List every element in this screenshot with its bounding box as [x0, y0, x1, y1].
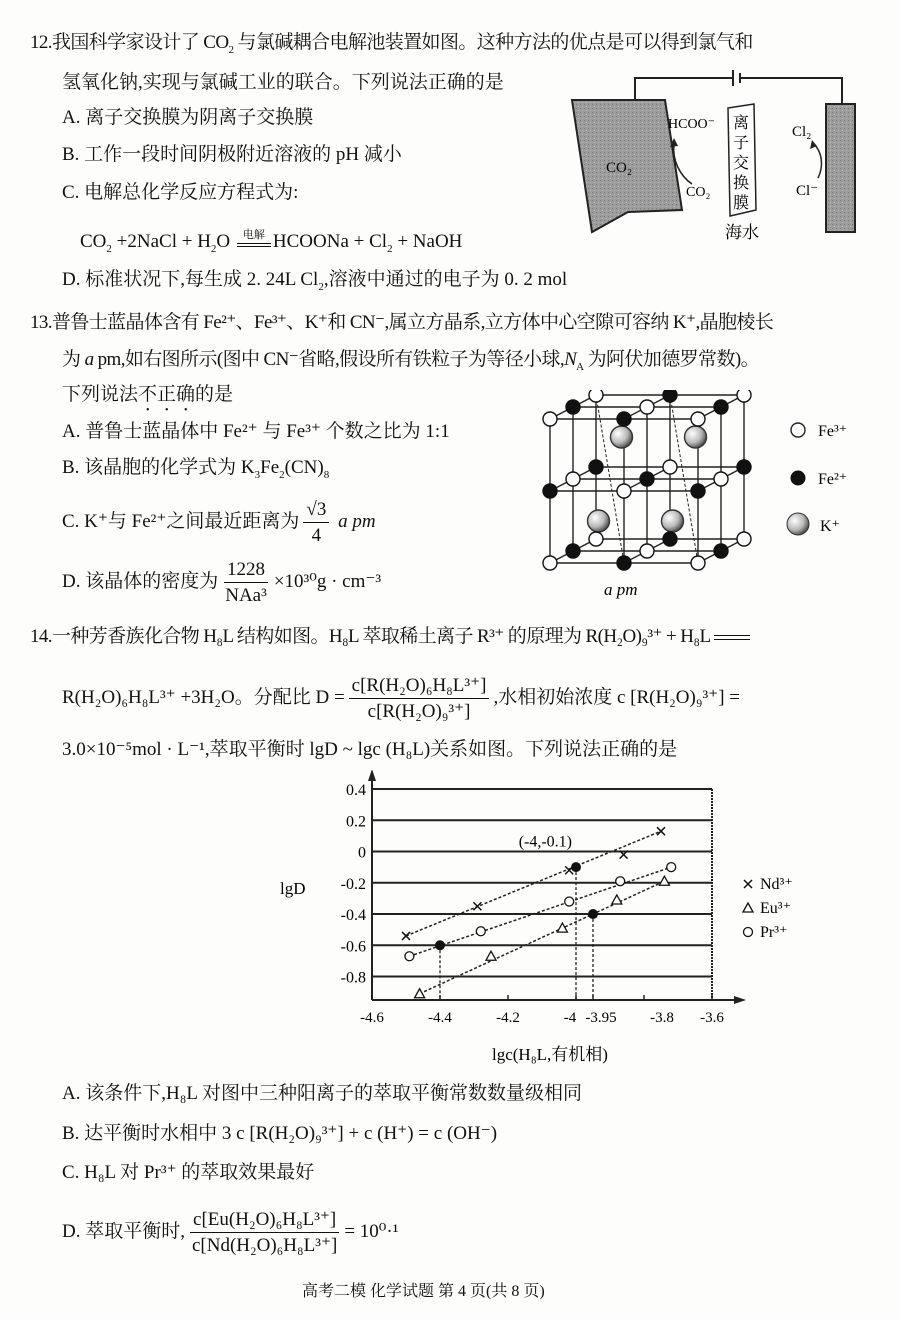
eu-nd-ratio-fraction: $\frac{\text{c[Eu(H₂O)₆H₈L³⁺]}}{\text{c[Nd(H₂O)₆H₈L³⁺]}}$ [191, 1209, 338, 1256]
fe3-ion [663, 460, 677, 474]
emphasis-not-correct: 不正确 [138, 384, 196, 405]
data-point-triangle [557, 923, 567, 932]
q12-number: 12. [30, 32, 52, 53]
wire-right [741, 78, 842, 104]
q14-number: 14. [30, 626, 52, 647]
legend-marker-circle [744, 928, 753, 937]
y-tick-label: -0.4 [340, 907, 366, 925]
prussian-blue-unit-cell [530, 390, 870, 605]
x-tick-label: -3.8 [650, 1010, 674, 1026]
legend-fe2-label: Fe²⁺ [818, 471, 848, 488]
fe3-ion [691, 412, 705, 426]
y-tick-label: 0 [358, 844, 366, 862]
x-axis-label: lgc(H₈L,有机相) [492, 1045, 608, 1064]
fe2-ion [543, 484, 557, 498]
electrolysis-sign: 电解 [237, 230, 271, 247]
equilibrium-arrow [714, 633, 750, 643]
oxidation-arrow [814, 144, 821, 178]
fe2-ion [691, 484, 705, 498]
q12-stem-line1: 12.我国科学家设计了 $CO_2$ 与氯碱耦合电解池装置如图。这种方法的优点是可以得到氯气和 [30, 32, 753, 56]
electrolysis-cell-diagram [560, 60, 880, 270]
fe2-ion [737, 460, 751, 474]
data-point-triangle [415, 989, 425, 998]
y-axis-arrow [368, 770, 376, 781]
data-point-x [402, 932, 410, 940]
seawater-label: 海水 [725, 223, 759, 242]
x-tick-label: -4.6 [360, 1010, 384, 1026]
edge-length-label: a pm [604, 580, 638, 599]
data-point-circle [616, 877, 625, 886]
fe2-ion [617, 556, 631, 570]
data-point-triangle [659, 876, 669, 885]
q14-stem-line2: R(H₂O)₆H₈L³⁺ +3H₂O。分配比 D = $\frac{\text{c[R(H₂O)₆H₈L³⁺]}}{\text{c[R(H₂O)₉³⁺]}}$ ,水相初始浓度 c [R(H₂O)₉³⁺] = [62, 675, 740, 722]
legend-marker-x [744, 880, 752, 888]
fe2-ion [617, 412, 631, 426]
legend-fe2-marker [791, 471, 805, 485]
q14-stem-line1: 14.一种芳香族化合物 H₈L 结构如图。H₈L 萃取稀土离子 R³⁺ 的原理为 R(H₂O)₉³⁺ + H₈L [30, 627, 750, 646]
co2-reactant-label: CO₂ [686, 185, 711, 200]
y-tick-label: -0.8 [340, 969, 366, 987]
x-tick-label: -4.4 [428, 1010, 452, 1026]
x-tick-label: -4.2 [496, 1010, 520, 1026]
electrode-co2-label: CO₂ [606, 160, 633, 176]
highlighted-point [588, 909, 598, 919]
q12-option-a: A. 离子交换膜为阴离子交换膜 [62, 107, 314, 128]
hcoo-label: HCOO⁻ [668, 117, 716, 132]
q14-option-d: D. 萃取平衡时, $\frac{\text{c[Eu(H₂O)₆H₈L³⁺]}}{\text{c[Nd(H₂O)₆H₈L³⁺]}}$ = 10⁰·¹ [62, 1209, 399, 1256]
q13-stem-line3: 下列说法不正确的是 [62, 384, 234, 405]
legend-label: Nd³⁺ [760, 876, 793, 893]
data-point-triangle [486, 951, 496, 960]
y-axis-label: lgD [280, 879, 306, 898]
fe3-ion [617, 484, 631, 498]
cl2-label: Cl₂ [792, 124, 812, 140]
fraction-density: $\frac{1228}{\text{NAa³}}$ [225, 559, 267, 606]
wire-left [635, 78, 732, 100]
data-point-x [657, 827, 665, 835]
highlighted-point [435, 940, 445, 950]
y-tick-label: 0.4 [346, 782, 366, 799]
svg-text:子: 子 [733, 135, 750, 152]
q14-option-a: A. 该条件下,H₈L 对图中三种阳离子的萃取平衡常数数量级相同 [62, 1083, 582, 1104]
data-point-circle [565, 897, 574, 906]
q13-option-c: C. K⁺与 Fe²⁺之间最近距离为 $\frac{√3}{4}$ a pm [62, 499, 376, 546]
legend-k-label: K⁺ [820, 518, 840, 535]
lgD-vs-lgc-chart [270, 770, 850, 1070]
fe2-ion [566, 544, 580, 558]
fe3-ion [640, 400, 654, 414]
fe3-ion [566, 472, 580, 486]
q14-option-b: B. 达平衡时水相中 3 c [R(H₂O)₉³⁺] + c (H⁺) = c (OH⁻) [62, 1123, 498, 1144]
fe2-ion [663, 532, 677, 546]
y-tick-label: -0.2 [340, 875, 366, 893]
page-footer: 高考二模 化学试题 第 4 页(共 8 页) [302, 1283, 545, 1300]
x-tick-label: -3.95 [585, 1010, 617, 1026]
svg-text:交: 交 [733, 155, 750, 172]
legend-k-marker [787, 513, 809, 535]
x-axis-arrow [734, 996, 746, 1004]
fe2-ion [714, 544, 728, 558]
x-tick-label: -3.6 [700, 1010, 724, 1026]
q12-option-c-equation: $CO_2$ +2NaCl + $H_2O$ 电解 HCOONa + $Cl_2$ + NaOH [80, 229, 463, 255]
k-ion-sphere [611, 426, 633, 448]
svg-text:膜: 膜 [733, 195, 750, 212]
point-annotation: (-4,-0.1) [518, 833, 572, 851]
q13-option-a: A. 普鲁士蓝晶体中 Fe²⁺ 与 Fe³⁺ 个数之比为 1:1 [62, 421, 450, 442]
x-tick-label: -4 [563, 1010, 577, 1026]
q13-option-b: B. 该晶胞的化学式为 $K_3Fe_2(CN)_8$ [62, 457, 330, 481]
data-point-circle [667, 863, 676, 872]
highlighted-point [571, 862, 581, 872]
fe3-ion [640, 544, 654, 558]
q14-option-c: C. H₈L 对 Pr³⁺ 的萃取效果最好 [62, 1162, 315, 1183]
legend-fe3-marker [791, 423, 805, 437]
legend-label: Pr³⁺ [760, 924, 788, 941]
data-point-circle [476, 927, 485, 936]
legend-marker-triangle [743, 903, 753, 912]
k-ion-sphere [662, 510, 684, 532]
fraction-sqrt3-over-4: $\frac{√3}{4}$ [303, 500, 329, 545]
fe3-ion [737, 532, 751, 546]
data-point-triangle [612, 895, 622, 904]
fe2-ion [663, 390, 677, 402]
q13-stem-line2: 为 a pm,如右图所示(图中 CN⁻省略,假设所有铁粒子为等径小球$,N_A$ 为阿伏加德罗常数)。 [62, 349, 759, 373]
q12-option-d: D. 标准状况下,每生成 2. 24L $Cl_2$,溶液中通过的电子为 0. 2 mol [62, 269, 568, 293]
fe2-ion [566, 400, 580, 414]
anode-electrode [826, 104, 855, 232]
q12-option-b: B. 工作一段时间阴极附近溶液的 pH 减小 [62, 144, 402, 165]
q12-option-c: C. 电解总化学反应方程式为: [62, 182, 299, 203]
svg-text:离: 离 [733, 115, 750, 132]
data-point-circle [405, 952, 414, 961]
k-ion-sphere [685, 426, 707, 448]
y-tick-label: 0.2 [346, 813, 366, 831]
legend-fe3-label: Fe³⁺ [818, 423, 848, 440]
distribution-ratio-fraction: $\frac{\text{c[R(H₂O)₆H₈L³⁺]}}{\text{c[R(H₂O)₉³⁺]}}$ [349, 676, 490, 721]
fe3-ion [589, 390, 603, 402]
q13-stem-line1: 13.普鲁士蓝晶体含有 Fe²⁺、Fe³⁺、K⁺和 CN⁻,属立方晶系,立方体中心空隙可容纳 K⁺,晶胞棱长 [30, 312, 774, 333]
q13-number: 13. [30, 312, 52, 333]
fe3-ion [691, 556, 705, 570]
fe2-ion [714, 400, 728, 414]
cl-minus-label: Cl⁻ [796, 183, 819, 199]
q13-option-d: D. 该晶体的密度为 $\frac{1228}{\text{NAa³}}$ ×10³⁰g · cm⁻³ [62, 559, 382, 606]
svg-text:换: 换 [733, 175, 750, 192]
fe3-ion [737, 390, 751, 402]
fe3-ion [543, 556, 557, 570]
q14-stem-line3: 3.0×10⁻⁵mol · L⁻¹,萃取平衡时 lgD ~ lgc (H₈L)关系如图。下列说法正确的是 [62, 739, 678, 760]
fe2-ion [589, 460, 603, 474]
fe3-ion [543, 412, 557, 426]
data-point-x [473, 902, 481, 910]
y-tick-label: -0.6 [340, 938, 366, 956]
fe2-ion [640, 472, 654, 486]
q12-stem-line2: 氢氧化钠,实现与氯碱工业的联合。下列说法正确的是 [62, 72, 504, 93]
fe3-ion [589, 532, 603, 546]
k-ion-sphere [588, 510, 610, 532]
fe3-ion [714, 472, 728, 486]
legend-label: Eu³⁺ [760, 900, 792, 917]
